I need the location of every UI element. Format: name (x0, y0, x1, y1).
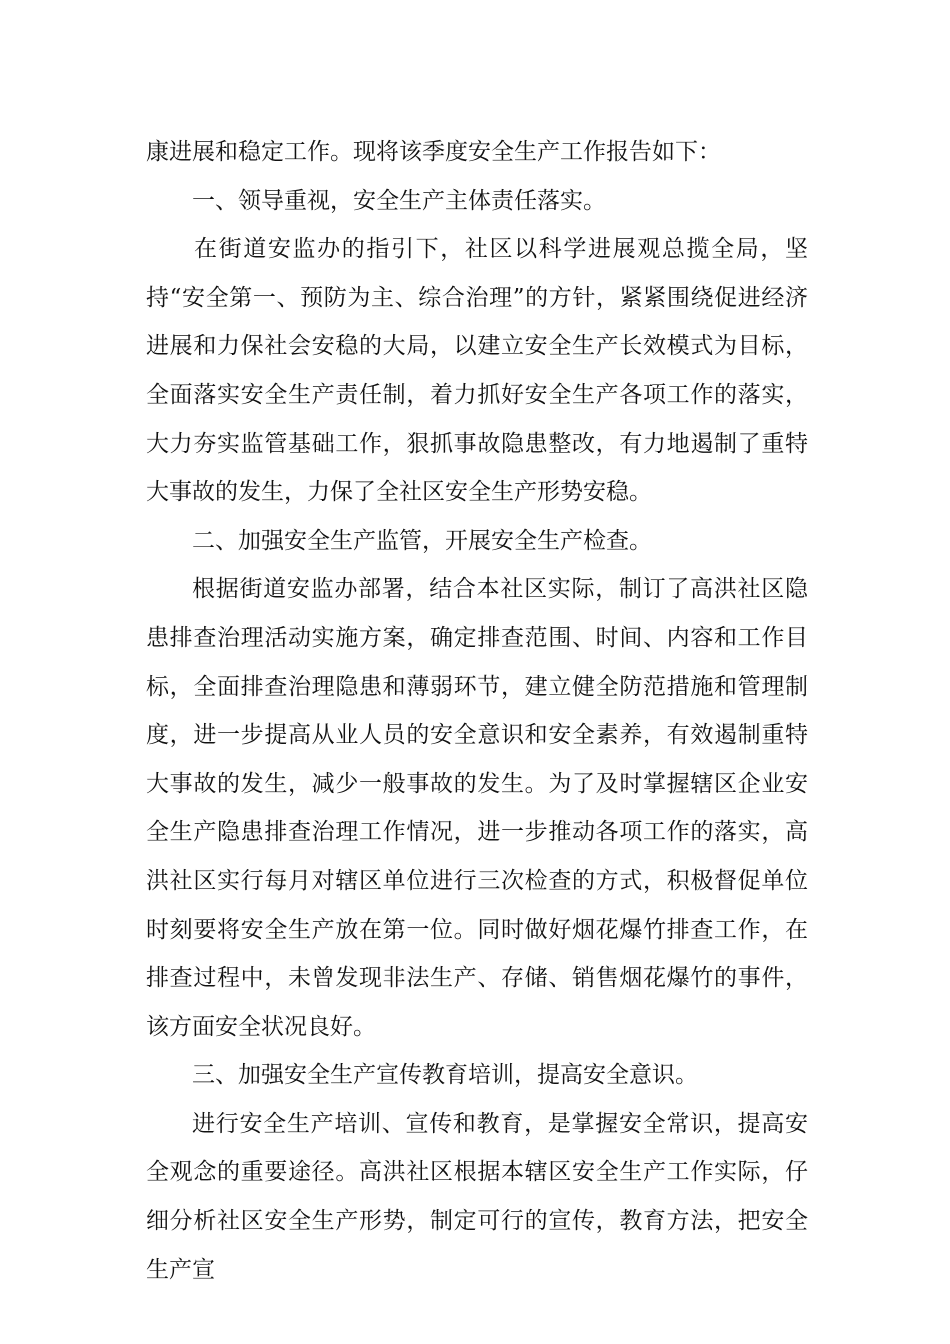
paragraph-section-3: 进行安全生产培训、宣传和教育，是掌握安全常识，提高安全观念的重要途径。高洪社区根据本辖区安全生产工作实际，仔细分析社区安全生产形势，制定可行的宣传，教育方法，把安全生产宣 (146, 1110, 808, 1283)
section-heading-2: 二、加强安全生产监管，开展安全生产检查。 (192, 527, 652, 554)
section-heading-1: 一、领导重视，安全生产主体责任落实。 (192, 187, 606, 214)
section-heading-3: 三、加强安全生产宣传教育培训，提高安全意识。 (192, 1062, 698, 1089)
paragraph-section-2: 根据街道安监办部署，结合本社区实际，制订了高洪社区隐患排查治理活动实施方案，确定排查范围、时间、内容和工作目标，全面排查治理隐患和薄弱环节，建立健全防范措施和管理制度，进一步提高从业人员的安全意识和安全素养，有效遏制重特大事故的发生，减少一般事故的发生。为了及时掌握辖区企业安全生产隐患排查治理工作情况，进一步推动各项工作的落实，高洪社区实行每月对辖区单位进行三次检查的方式，积极督促单位时刻要将安全生产放在第一位。同时做好烟花爆竹排查工作，在排查过程中，未曾发现非法生产、存储、销售烟花爆竹的事件，该方面安全状况良好。 (146, 576, 808, 1040)
paragraph-section-1: 在街道安监办的指引下，社区以科学进展观总揽全局，坚持“安全第一、预防为主、综合治理”的方针，紧紧围绕促进经济进展和力保社会安稳的大局，以建立安全生产长效模式为目标，全面落实安全生产责任制，着力抓好安全生产各项工作的落实，大力夯实监管基础工作，狠抓事故隐患整改，有力地遏制了重特大事故的发生，力保了全社区安全生产形势安稳。 (146, 236, 808, 506)
paragraph-continuation: 康进展和稳定工作。现将该季度安全生产工作报告如下： (146, 139, 721, 165)
document-body (146, 128, 808, 1294)
